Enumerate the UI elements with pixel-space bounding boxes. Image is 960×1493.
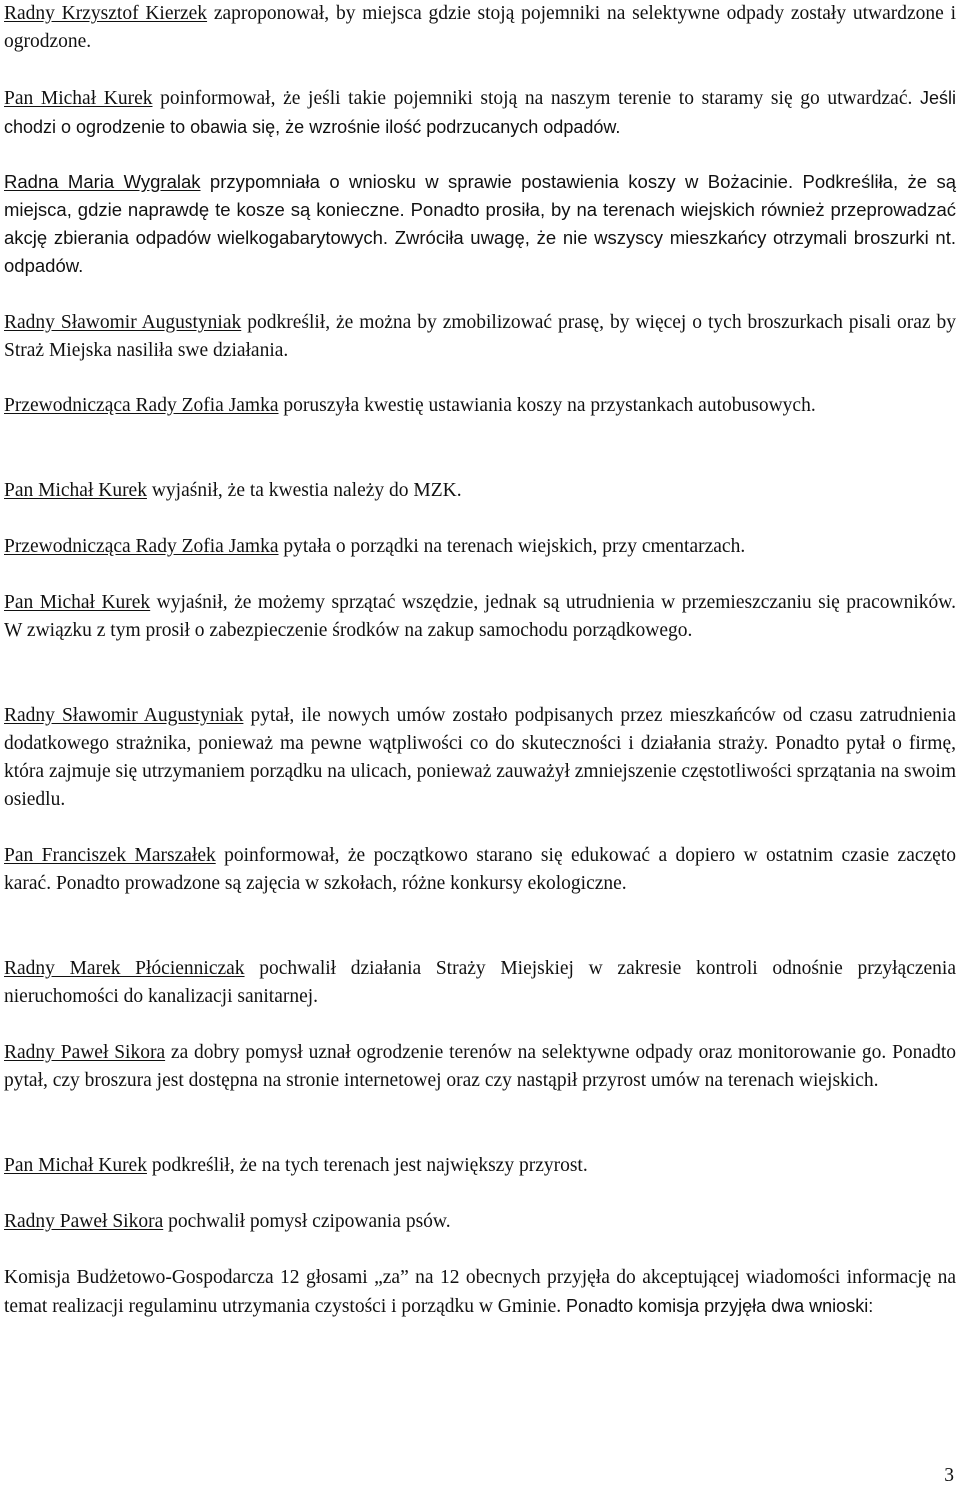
paragraph-text: zaproponował, by miejsca gdzie stoją pojemniki na selektywne odpady zostały utwardzone i ogrodzone.	[4, 3, 956, 52]
speaker-name: Radny Marek Płócienniczak	[4, 958, 245, 979]
speaker-name: Radny Sławomir Augustyniak	[4, 705, 244, 726]
paragraph	[4, 955, 956, 1011]
paragraph	[4, 842, 956, 898]
paragraph-text: pochwalił działania Straży Miejskiej w zakresie kontroli odnośnie przyłączenia nieruchomości do kanalizacji sanitarnej.	[4, 958, 956, 1007]
paragraph-text: Jeśli chodzi o ogrodzenie to obawia się, że wzrośnie ilość podrzucanych odpadów.	[4, 88, 956, 137]
paragraph	[4, 392, 956, 420]
paragraph-text: wyjaśnił, że możemy sprzątać wszędzie, jednak są utrudnienia w przemieszczaniu się pracowników. W związku z tym prosił o zabezpieczenie środków na zakup samochodu porządkowego.	[4, 592, 956, 641]
speaker-name: Radny Krzysztof Kierzek	[4, 3, 208, 24]
paragraph	[4, 1264, 956, 1321]
page-number: 3	[944, 1465, 954, 1486]
paragraph-text: podkreślił, że na tych terenach jest największy przyrost.	[146, 1155, 588, 1176]
speaker-name: Pan Michał Kurek	[4, 88, 153, 109]
speaker-name: Pan Franciszek Marszałek	[4, 845, 216, 866]
paragraph-text: pochwalił pomysł czipowania psów.	[163, 1211, 451, 1232]
paragraph-text: pytała o porządki na terenach wiejskich, przy cmentarzach.	[278, 536, 746, 557]
speaker-name: Przewodnicząca Rady Zofia Jamka	[4, 536, 279, 557]
paragraph-text: przypomniała o wniosku w sprawie postawienia koszy w Bożacinie. Podkreśliła, że są miejsca, gdzie naprawdę te kosze są konieczne. Ponadto prosiła, by na terenach wiejskich również przeprowadzać akcję zbierania odpadów wielkogabarytowych. Zwróciła uwagę, że nie wszyscy mieszkańcy otrzymali broszurki nt. odpadów.	[4, 171, 956, 276]
speaker-name: Radny Sławomir Augustyniak	[4, 312, 242, 333]
paragraph	[4, 1208, 956, 1236]
paragraph-text: pytał, ile nowych umów zostało podpisanych przez mieszkańców od czasu zatrudnienia dodatkowego strażnika, ponieważ ma pewne wątpliwości co do skuteczności i działania straży. Ponadto pytał o firmę, która zajmuje się utrzymaniem porządku na ulicach, ponieważ zauważył zmniejszenie częstotliwości sprzątania na swoim osiedlu.	[4, 705, 956, 810]
paragraph	[4, 477, 956, 505]
speaker-name: Przewodnicząca Rady Zofia Jamka	[4, 395, 279, 416]
paragraph	[4, 84, 956, 142]
paragraph-text: wyjaśnił, że ta kwestia należy do MZK.	[146, 480, 462, 501]
paragraph-text: poruszyła kwestię ustawiania koszy na przystankach autobusowych.	[278, 395, 816, 416]
speaker-name: Radny Paweł Sikora	[4, 1042, 166, 1063]
speaker-name: Pan Michał Kurek	[4, 592, 151, 613]
speaker-name: Radna Maria Wygralak	[4, 171, 201, 192]
speaker-name: Pan Michał Kurek	[4, 480, 147, 501]
paragraph	[4, 1039, 956, 1095]
speaker-name: Radny Paweł Sikora	[4, 1211, 164, 1232]
paragraph-text: poinformował, że początkowo starano się edukować a dopiero w ostatnim czasie zaczęto karać. Ponadto prowadzone są zajęcia w szkołach, różne konkursy ekologiczne.	[4, 845, 956, 894]
paragraph-text: poinformował, że jeśli takie pojemniki stoją na naszym terenie to staramy się go utwardzać.	[152, 88, 920, 109]
paragraph	[4, 1152, 956, 1180]
paragraph	[4, 589, 956, 645]
paragraph	[4, 0, 956, 56]
paragraph	[4, 309, 956, 365]
speaker-name: Pan Michał Kurek	[4, 1155, 147, 1176]
paragraph	[4, 702, 956, 814]
paragraph-text: za dobry pomysł uznał ogrodzenie terenów na selektywne odpady oraz monitorowanie go. Ponadto pytał, czy broszura jest dostępna na stronie internetowej oraz czy nastąpił przyrost umów na terenach wiejskich.	[4, 1042, 956, 1091]
paragraph-text: podkreślił, że można by zmobilizować prasę, by więcej o tych broszurkach pisali oraz by Straż Miejska nasiliła swe działania.	[4, 312, 957, 361]
paragraph	[4, 533, 956, 561]
paragraph-text: Ponadto komisja przyjęła dwa wnioski:	[566, 1296, 874, 1316]
paragraph-text: Komisja Budżetowo-Gospodarcza 12 głosami „za” na 12 obecnych przyjęła do akceptującej wiadomości informację na temat realizacji regulaminu utrzymania czystości i porządku w Gminie.	[4, 1267, 956, 1317]
paragraph	[4, 168, 956, 280]
